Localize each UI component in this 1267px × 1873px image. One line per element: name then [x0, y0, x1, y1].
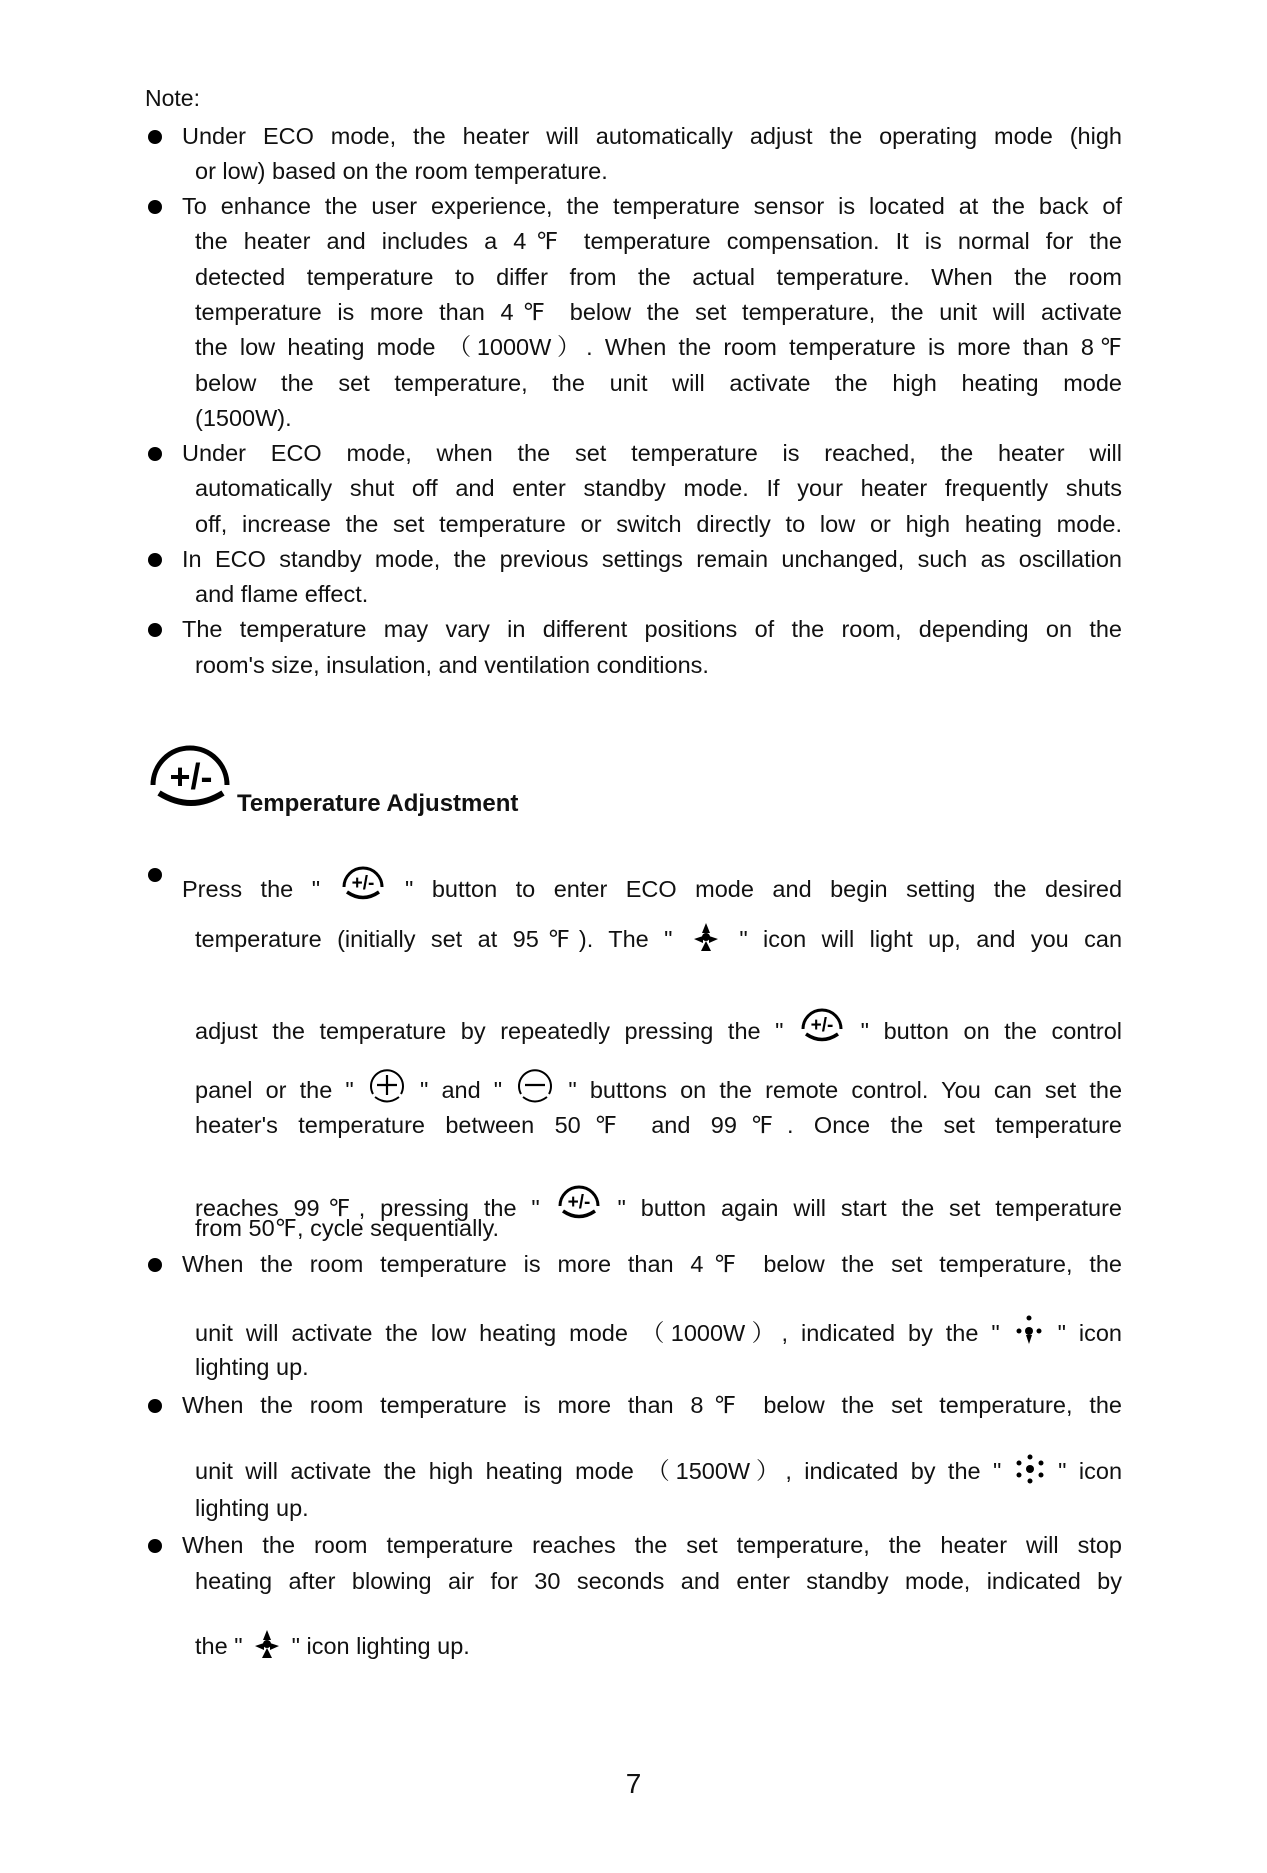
body-line: [195, 919, 1122, 962]
fan-icon: [249, 1626, 285, 1669]
body-line: [195, 1066, 1122, 1113]
body-line: [195, 1311, 1122, 1356]
text-run: " icon: [1057, 1320, 1122, 1346]
note-line: below the set temperature, the unit will activate the high heating mode: [195, 370, 1122, 396]
text-run: temperature (initially set at 95℉). The ": [195, 926, 673, 952]
body-line: When the room temperature is more than 8℉ below the set temperature, the: [182, 1392, 1122, 1418]
body-line: heater's temperature between 50℉ and 99℉. Once the set temperature: [195, 1112, 1122, 1138]
note-line: (1500W).: [195, 405, 292, 431]
note-line: detected temperature to differ from the actual temperature. When the room: [195, 264, 1122, 290]
note-line: the heater and includes a 4℉ temperature compensation. It is normal for the: [195, 228, 1122, 254]
note-line: off, increase the set temperature or switch directly to low or high heating mode.: [195, 511, 1122, 537]
note-line: In ECO standby mode, the previous settings remain unchanged, such as oscillation: [182, 546, 1122, 572]
text-run: panel or the ": [195, 1077, 354, 1103]
note-line: automatically shut off and enter standby mode. If your heater frequently shuts: [195, 475, 1122, 501]
page-number: 7: [625, 1768, 642, 1799]
bullet-dot: [148, 553, 162, 567]
note-line: Under ECO mode, the heater will automatically adjust the operating mode (high: [182, 123, 1122, 149]
text-run: Press the ": [182, 876, 321, 902]
plus-minus-icon: [145, 735, 237, 815]
plus-minus-icon: [555, 1178, 603, 1231]
note-line: Under ECO mode, when the set temperature is reached, the heater will: [182, 440, 1122, 466]
note-line: To enhance the user experience, the temperature sensor is located at the back of: [182, 193, 1122, 219]
minus-icon: [515, 1066, 555, 1113]
bullet-dot: [148, 1399, 162, 1413]
body-line: [195, 1001, 1122, 1054]
svg-text:+/-: +/-: [169, 756, 213, 797]
text-run: unit will activate the high heating mode （1500W）, indicated by the ": [195, 1458, 1002, 1484]
high-heat-icon: [1014, 1451, 1046, 1494]
text-run: " icon: [1058, 1458, 1123, 1484]
note-line: and flame effect.: [195, 581, 369, 607]
note-line: the low heating mode （1000W）. When the room temperature is more than 8℉: [195, 334, 1122, 360]
note-line: or low) based on the room temperature.: [195, 158, 608, 184]
body-line: [195, 1626, 470, 1669]
note-label: Note:: [145, 85, 200, 111]
body-line: lighting up.: [195, 1354, 309, 1380]
text-run: the ": [195, 1633, 243, 1659]
fan-icon: [688, 919, 724, 962]
text-run: reaches 99℉, pressing the ": [195, 1195, 540, 1221]
bullet-dot: [148, 623, 162, 637]
bullet-dot: [148, 200, 162, 214]
body-line: [182, 859, 1122, 912]
note-line: The temperature may vary in different positions of the room, depending on the: [182, 616, 1122, 642]
body-line: from 50℉, cycle sequentially.: [195, 1215, 500, 1241]
svg-text:+/-: +/-: [567, 1192, 590, 1213]
section-heading-icon-wrap: [145, 735, 237, 820]
note-line: room's size, insulation, and ventilation conditions.: [195, 652, 709, 678]
text-run: " buttons on the remote control. You can set the: [568, 1077, 1123, 1103]
text-run: " button again will start the set temperature: [617, 1195, 1122, 1221]
text-run: unit will activate the low heating mode （1000W）, indicated by the ": [195, 1320, 1000, 1346]
bullet-dot: [148, 868, 162, 882]
text-run: " and ": [420, 1077, 503, 1103]
body-line: When the room temperature is more than 4℉ below the set temperature, the: [182, 1251, 1122, 1277]
text-run: " icon lighting up.: [291, 1633, 470, 1659]
bullet-dot: [148, 1258, 162, 1272]
body-line: [195, 1451, 1122, 1494]
text-run: " icon will light up, and you can: [739, 926, 1123, 952]
text-run: " button on the control: [860, 1018, 1122, 1044]
body-line: lighting up.: [195, 1495, 309, 1521]
low-heat-icon: [1013, 1311, 1045, 1356]
text-run: " button to enter ECO mode and begin setting the desired: [405, 876, 1123, 902]
note-line: temperature is more than 4℉ below the set temperature, the unit will activate: [195, 299, 1122, 325]
section-title: Temperature Adjustment: [237, 790, 519, 817]
bullet-dot: [148, 447, 162, 461]
plus-minus-icon: [339, 859, 387, 912]
body-line: heating after blowing air for 30 seconds and enter standby mode, indicated by: [195, 1568, 1122, 1594]
bullet-dot: [148, 1539, 162, 1553]
svg-text:+/-: +/-: [351, 873, 374, 894]
plus-icon: [367, 1066, 407, 1113]
plus-minus-icon: [798, 1001, 846, 1054]
body-line: When the room temperature reaches the set temperature, the heater will stop: [182, 1532, 1122, 1558]
text-run: adjust the temperature by repeatedly pressing the ": [195, 1018, 784, 1044]
svg-text:+/-: +/-: [810, 1015, 834, 1036]
bullet-dot: [148, 130, 162, 144]
